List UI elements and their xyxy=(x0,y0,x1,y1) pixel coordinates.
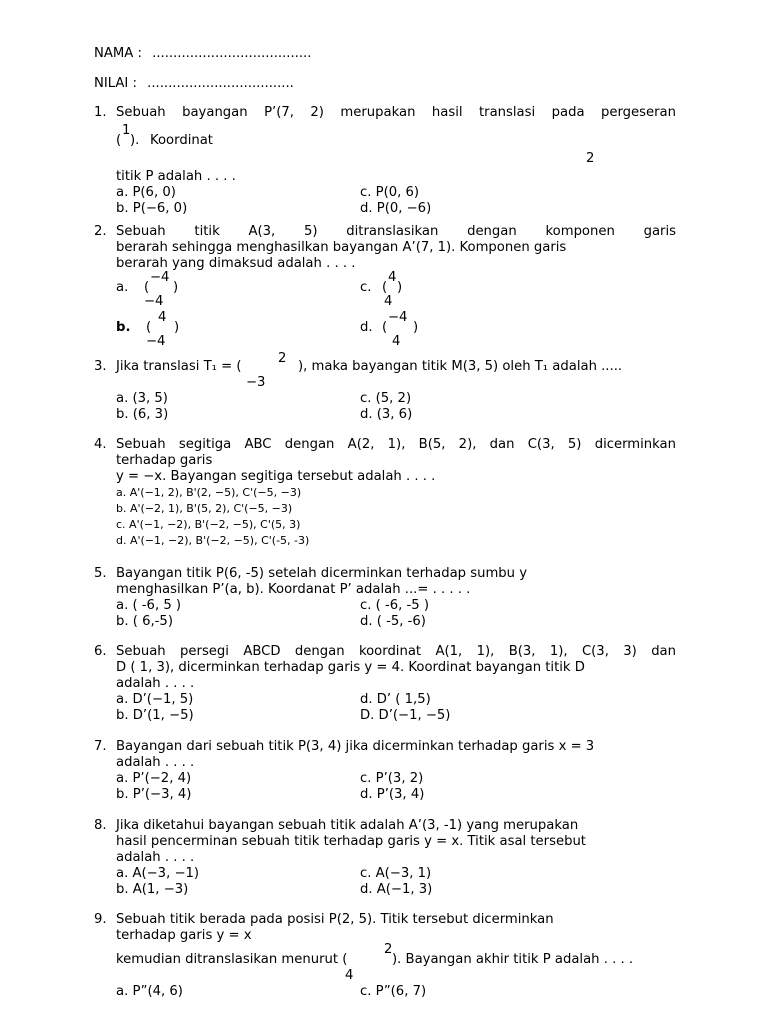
option-c: c. P’(3, 2) xyxy=(360,771,424,786)
question-text: Sebuah titik A(3, 5) ditranslasikan dengan komponen garis xyxy=(116,224,676,239)
name-label: NAMA : xyxy=(94,46,142,61)
paren-close: ) xyxy=(397,280,403,295)
option-b: b. P(−6, 0) xyxy=(116,201,188,216)
paren-close: ). xyxy=(130,133,140,148)
option-d: d. P(0, −6) xyxy=(360,201,432,216)
question-text: Jika translasi T₁ = ( xyxy=(116,359,242,374)
option-d-label: d. xyxy=(360,320,373,335)
option-c-label: c. xyxy=(360,280,372,295)
option-d: d. (3, 6) xyxy=(360,407,413,422)
paren-open: ( xyxy=(144,280,150,295)
vector-top: −4 xyxy=(150,270,170,285)
option-c: c. A(−3, 1) xyxy=(360,866,432,881)
option-a: a. ( -6, 5 ) xyxy=(116,598,182,613)
score-blank: ................................... xyxy=(147,76,294,91)
question-text: Bayangan dari sebuah titik P(3, 4) jika dicerminkan terhadap garis x = 3 xyxy=(116,739,595,754)
option-c: c. P(0, 6) xyxy=(360,185,420,200)
vector-bottom: 4 xyxy=(392,334,401,349)
question-number: 7. xyxy=(94,739,107,754)
option-d: d. A'(−1, −2), B'(−2, −5), C'(-5, -3) xyxy=(116,534,310,547)
question-text: Sebuah titik berada pada posisi P(2, 5). Titik tersebut dicerminkan xyxy=(116,912,554,927)
question-text: kemudian ditranslasikan menurut ( xyxy=(116,952,348,967)
question-number: 1. xyxy=(94,105,107,120)
option-a: a. P”(4, 6) xyxy=(116,984,183,999)
option-a: a. P(6, 0) xyxy=(116,185,176,200)
vector-bottom: 4 xyxy=(345,968,354,983)
option-b: b. ( 6,-5) xyxy=(116,614,173,629)
question-number: 9. xyxy=(94,912,107,927)
option-b: b. P’(−3, 4) xyxy=(116,787,192,802)
question-text: D ( 1, 3), dicerminkan terhadap garis y = 4. Koordinat bayangan titik D xyxy=(116,660,585,675)
question-text: adalah . . . . xyxy=(116,850,195,865)
question-text: berarah yang dimaksud adalah . . . . xyxy=(116,256,356,271)
question-text: Sebuah persegi ABCD dengan koordinat A(1, 1), B(3, 1), C(3, 3) dan xyxy=(116,644,676,659)
question-text: menghasilkan P’(a, b). Koordanat P’ adalah ...= . . . . . xyxy=(116,582,471,597)
option-c: c. A'(−1, −2), B'(−2, −5), C'(5, 3) xyxy=(116,518,301,531)
question-text: adalah . . . . xyxy=(116,755,195,770)
question-text: Jika diketahui bayangan sebuah titik adalah A’(3, -1) yang merupakan xyxy=(116,818,579,833)
paren-open: ( xyxy=(382,280,388,295)
question-text: ). Bayangan akhir titik P adalah . . . . xyxy=(392,952,634,967)
question-number: 4. xyxy=(94,437,107,452)
option-d: d. P’(3, 4) xyxy=(360,787,425,802)
option-d: D. D’(−1, −5) xyxy=(360,708,451,723)
score-row xyxy=(94,76,294,92)
paren-close: ) xyxy=(173,280,179,295)
paren-open: ( xyxy=(382,320,388,335)
question-text: ), maka bayangan titik M(3, 5) oleh T₁ adalah ..... xyxy=(298,359,623,374)
option-c: c. ( -6, -5 ) xyxy=(360,598,429,613)
name-blank: ...................................... xyxy=(152,46,312,61)
option-c: c. (5, 2) xyxy=(360,391,412,406)
question-text: terhadap garis xyxy=(116,453,213,468)
question-text: titik P adalah . . . . xyxy=(116,169,236,184)
question-text: Bayangan titik P(6, -5) setelah dicerminkan terhadap sumbu y xyxy=(116,566,528,581)
question-number: 3. xyxy=(94,359,107,374)
vector-top: 4 xyxy=(388,270,397,285)
option-a: a. A'(−1, 2), B'(2, −5), C'(−5, −3) xyxy=(116,486,302,499)
option-b: b. (6, 3) xyxy=(116,407,169,422)
option-b-label: b. xyxy=(116,320,131,335)
question-text: hasil pencerminan sebuah titik terhadap garis y = x. Titik asal tersebut xyxy=(116,834,586,849)
vector-top: 4 xyxy=(158,310,167,325)
option-a: a. (3, 5) xyxy=(116,391,168,406)
question-text: terhadap garis y = x xyxy=(116,928,252,943)
question-number: 2. xyxy=(94,224,107,239)
option-b: b. D’(1, −5) xyxy=(116,708,194,723)
paren-open: ( xyxy=(116,133,122,148)
vector-bottom: 2 xyxy=(586,151,595,166)
question-text: Sebuah bayangan P’(7, 2) merupakan hasil translasi pada pergeseran xyxy=(116,105,676,120)
name-row xyxy=(94,46,311,62)
paren-open: ( xyxy=(146,320,152,335)
option-c: c. P”(6, 7) xyxy=(360,984,427,999)
question-number: 5. xyxy=(94,566,107,581)
vector-bottom: −3 xyxy=(246,375,266,390)
vector-bottom: −4 xyxy=(146,334,166,349)
option-d: d. ( -5, -6) xyxy=(360,614,426,629)
vector-top: 1 xyxy=(122,123,131,138)
question-text: berarah sehingga menghasilkan bayangan A’(7, 1). Komponen garis xyxy=(116,240,567,255)
question-text: Sebuah segitiga ABC dengan A(2, 1), B(5, 2), dan C(3, 5) dicerminkan xyxy=(116,437,676,452)
option-c: d. D’ ( 1,5) xyxy=(360,692,431,707)
score-label: NILAI : xyxy=(94,76,137,91)
option-b: b. A'(−2, 1), B'(5, 2), C'(−5, −3) xyxy=(116,502,293,515)
option-a: a. P’(−2, 4) xyxy=(116,771,192,786)
vector-bottom: −4 xyxy=(144,294,164,309)
vector-top: 2 xyxy=(278,351,287,366)
paren-close: ) xyxy=(174,320,180,335)
question-number: 6. xyxy=(94,644,107,659)
option-a-label: a. xyxy=(116,280,129,295)
option-a: a. D’(−1, 5) xyxy=(116,692,194,707)
vector-top: −4 xyxy=(388,310,408,325)
vector-top: 2 xyxy=(384,942,393,957)
question-number: 8. xyxy=(94,818,107,833)
option-b: b. A(1, −3) xyxy=(116,882,189,897)
option-d: d. A(−1, 3) xyxy=(360,882,433,897)
question-text: Koordinat xyxy=(150,133,213,148)
question-text: adalah . . . . xyxy=(116,676,195,691)
question-text: y = −x. Bayangan segitiga tersebut adalah . . . . xyxy=(116,469,436,484)
option-a: a. A(−3, −1) xyxy=(116,866,200,881)
vector-bottom: 4 xyxy=(384,294,393,309)
paren-close: ) xyxy=(413,320,419,335)
